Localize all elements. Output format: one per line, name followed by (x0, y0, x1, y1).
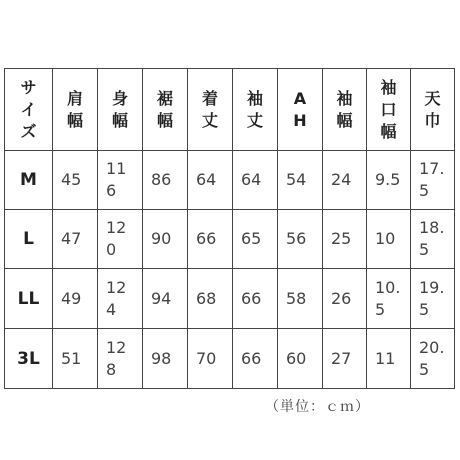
table-cell: 68 (188, 269, 233, 329)
size-label: M (5, 151, 53, 210)
size-chart-table (4, 68, 455, 389)
table-cell: 17.5 (411, 151, 455, 210)
table-cell: 58 (278, 269, 323, 329)
header-length: 着丈 (188, 69, 233, 151)
header-size: サイズ (5, 69, 53, 151)
table-cell: 64 (233, 151, 278, 210)
table-cell: 120 (98, 210, 143, 269)
header-sleeve-length: 袖丈 (233, 69, 278, 151)
table-cell: 66 (188, 210, 233, 269)
table-cell: 24 (323, 151, 367, 210)
header-hem-width: 裾幅 (143, 69, 188, 151)
table-cell: 18.5 (411, 210, 455, 269)
table-cell: 128 (98, 329, 143, 389)
unit-note: （単位：ｃｍ） (265, 399, 370, 415)
header-neck-width: 天巾 (411, 69, 455, 151)
table-cell: 98 (143, 329, 188, 389)
header-sleeve-width: 袖幅 (323, 69, 367, 151)
header-body-width: 身幅 (98, 69, 143, 151)
header-shoulder-width: 肩幅 (53, 69, 98, 151)
table-cell: 70 (188, 329, 233, 389)
table-cell: 90 (143, 210, 188, 269)
header-cuff-width: 袖口幅 (367, 69, 411, 151)
table-cell: 66 (233, 329, 278, 389)
table-cell: 10 (367, 210, 411, 269)
table-cell: 94 (143, 269, 188, 329)
table-cell: 56 (278, 210, 323, 269)
header-row (5, 69, 455, 151)
table-cell: 45 (53, 151, 98, 210)
table-row-l (5, 210, 455, 269)
table-cell: 49 (53, 269, 98, 329)
table-cell: 116 (98, 151, 143, 210)
table-cell: 64 (188, 151, 233, 210)
table-cell: 60 (278, 329, 323, 389)
table-cell: 65 (233, 210, 278, 269)
table-row-m (5, 151, 455, 210)
table-cell: 9.5 (367, 151, 411, 210)
table-cell: 20.5 (411, 329, 455, 389)
header-armhole: AH (278, 69, 323, 151)
size-label: 3L (5, 329, 53, 389)
table-cell: 54 (278, 151, 323, 210)
table-cell: 25 (323, 210, 367, 269)
table-cell: 10.5 (367, 269, 411, 329)
table-cell: 51 (53, 329, 98, 389)
table-row-3l (5, 329, 455, 389)
table-cell: 124 (98, 269, 143, 329)
table-cell: 11 (367, 329, 411, 389)
size-label: LL (5, 269, 53, 329)
size-label: L (5, 210, 53, 269)
table-cell: 26 (323, 269, 367, 329)
table-cell: 27 (323, 329, 367, 389)
table-cell: 47 (53, 210, 98, 269)
table-cell: 86 (143, 151, 188, 210)
table-cell: 19.5 (411, 269, 455, 329)
table-cell: 66 (233, 269, 278, 329)
table-row-ll (5, 269, 455, 329)
